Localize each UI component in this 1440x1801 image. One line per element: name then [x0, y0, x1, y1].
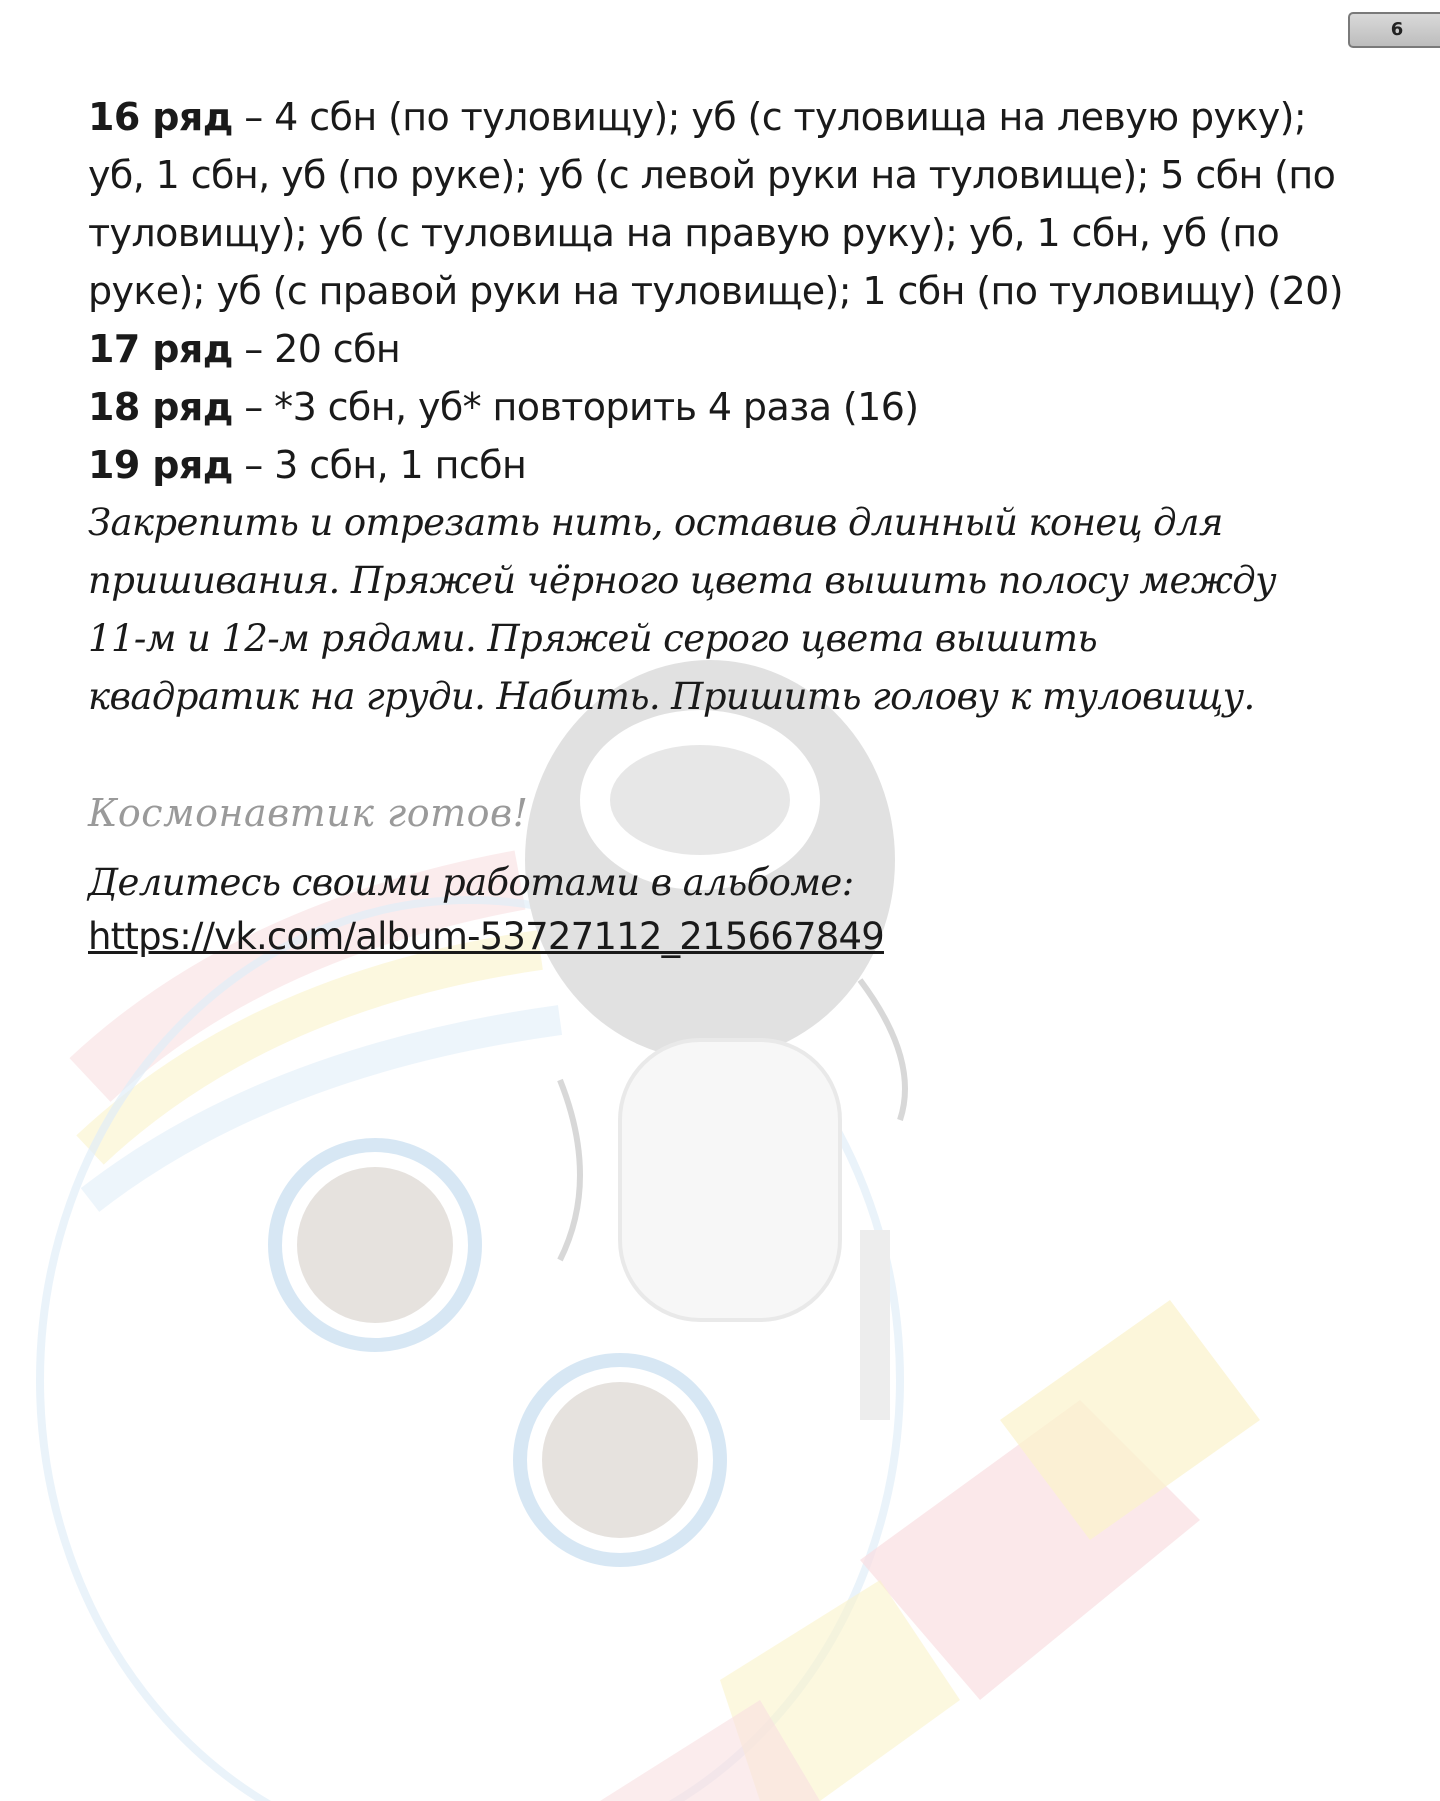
row-16 [88, 88, 1368, 320]
instruction-line: 11-м и 12-м рядами. Пряжей серого цвета вышить [88, 617, 1097, 660]
album-link[interactable]: https://vk.com/album-53727112_215667849 [88, 915, 884, 958]
instruction-line: Закрепить и отрезать нить, оставив длинный конец для [88, 501, 1223, 544]
row-19 [88, 436, 1368, 494]
main-content [88, 88, 1368, 962]
row-label: 17 ряд [88, 327, 233, 371]
row-text: – *3 сбн, уб* повторить 4 раза (16) [232, 385, 919, 429]
row-text: уб, 1 сбн, уб (по руке); уб (с левой руки на туловище); 5 сбн (по [88, 153, 1336, 197]
row-text: – 3 сбн, 1 псбн [232, 443, 527, 487]
finishing-instructions [88, 494, 1368, 726]
share-prompt: Делитесь своими работами в альбоме: [88, 861, 854, 904]
instruction-line: квадратик на груди. Набить. Пришить голову к туловищу. [88, 675, 1255, 718]
row-18 [88, 378, 1368, 436]
row-text: – 4 сбн (по туловищу); уб (с туловища на левую руку); [232, 95, 1307, 139]
row-text: – 20 сбн [232, 327, 401, 371]
page-number-badge [1348, 12, 1440, 48]
row-label: 16 ряд [88, 95, 233, 139]
row-label: 19 ряд [88, 443, 233, 487]
row-label: 18 ряд [88, 385, 233, 429]
row-text: туловищу); уб (с туловища на правую руку); уб, 1 сбн, уб (по [88, 211, 1280, 255]
page-number: 6 [1390, 19, 1404, 40]
instruction-line: пришивания. Пряжей чёрного цвета вышить полосу между [88, 559, 1276, 602]
completion-heading: Космонавтик готов! [88, 791, 529, 835]
row-text: руке); уб (с правой руки на туловище); 1 сбн (по туловищу) (20) [88, 269, 1343, 313]
row-17 [88, 320, 1368, 378]
